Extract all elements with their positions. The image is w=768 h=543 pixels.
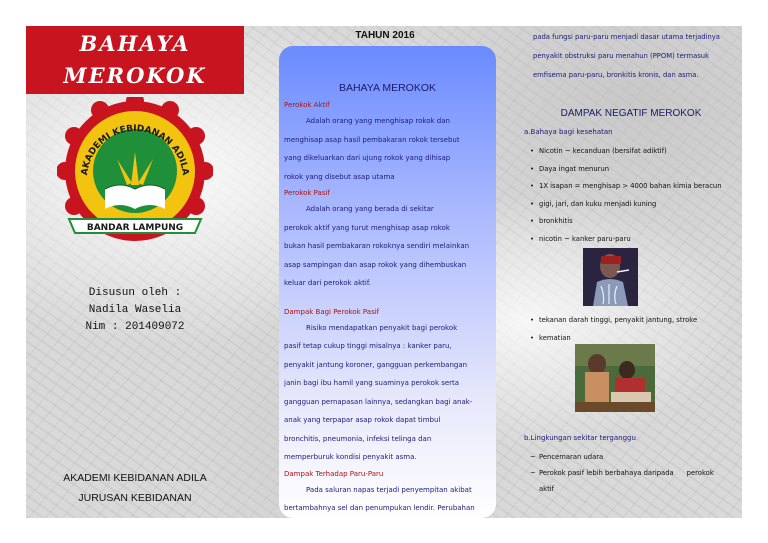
logo-banner-text: BANDAR LAMPUNG: [86, 223, 184, 233]
institution-name: AKADEMI KEBIDANAN ADILA: [63, 472, 207, 484]
paragraph-line: yang dikeluarkan dari ujung rokok yang dihisap: [284, 154, 451, 162]
environment-list: [530, 449, 744, 497]
paragraph-line: rokok yang disebut asap utama: [284, 172, 395, 181]
author-block: [40, 285, 230, 336]
paragraph-line: emfisema paru-paru, bronkitis kronis, dan asma.: [533, 71, 699, 79]
active-smoker-heading: Perokok Aktif: [284, 101, 330, 109]
list-item: aktif: [539, 485, 555, 493]
smoker-xray-image: [583, 248, 638, 306]
patient-care-image: [575, 344, 655, 412]
paragraph-line: janin bagi ibu hamil yang suaminya perokok serta: [284, 379, 460, 387]
list-item: ~ Pencemaran udara: [530, 449, 744, 465]
paragraph-line: pada fungsi paru-paru menjadi dasar utama terjadinya: [533, 33, 720, 41]
health-list-continued: [530, 312, 740, 347]
author-nim: Nim : 201409072: [85, 321, 185, 333]
list-item: • bronkhitis: [530, 213, 740, 231]
middle-content: [284, 98, 490, 518]
author-label: Disusun oleh :: [88, 287, 182, 299]
negative-impact-heading: DAMPAK NEGATIF MEROKOK: [560, 108, 702, 119]
list-item: • Nicotin ~ kecanduan (bersifat adiktif): [530, 143, 740, 161]
paragraph-line: bertambahnya sel dan penumpukan lendir. Perubahan: [284, 504, 475, 512]
paragraph-line: penyakit jantung koroner, gangguan perkembangan: [284, 360, 468, 369]
title-line-2: MEROKOK: [63, 63, 207, 88]
bullet-icon: •: [530, 199, 535, 208]
paragraph-line: memperburuk kondisi penyakit asma.: [284, 453, 417, 461]
list-item: • kematian: [530, 330, 740, 348]
paragraph-line: penyakit obstruksi paru menahun (PPOM) termasuk: [533, 52, 710, 60]
paragraph-line: bronchitis, pneumonia, infeksi telinga dan: [284, 434, 432, 443]
bullet-icon: •: [530, 182, 535, 190]
brochure-title: [26, 26, 244, 94]
tilde-bullet-icon: ~: [530, 469, 536, 477]
paragraph-line: Risiko mendapatkan penyakit bagi perokok: [306, 323, 458, 332]
bullet-icon: •: [530, 333, 535, 342]
paragraph-line: Pada saluran napas terjadi penyempitan akibat: [306, 485, 472, 494]
middle-title: BAHAYA MEROKOK: [338, 82, 437, 94]
health-list: [530, 143, 740, 248]
bullet-icon: •: [530, 234, 535, 243]
paragraph-line: bukan hasil pembakaran rokoknya sendiri melainkan: [284, 242, 470, 250]
paragraph-line: gangguan pernapasan lainnya, sedangkan bagi anak-: [284, 397, 473, 406]
paragraph-line: pasif tetap cukup tinggi misalnya : kanker paru,: [284, 342, 452, 350]
tilde-bullet-icon: ~: [530, 453, 536, 461]
year-label: TAHUN 2016: [355, 30, 415, 41]
passive-impact-heading: Dampak Bagi Perokok Pasif: [284, 307, 380, 316]
logo-banner: [69, 219, 201, 233]
list-item: • nicotin ~ kanker paru-paru: [530, 231, 740, 249]
paragraph-line: keluar dari perokok aktif.: [284, 279, 372, 287]
paragraph-line: asap sampingan dan asap rokok yang dihembuskan: [284, 260, 467, 269]
health-section-heading: a.Bahaya bagi kesehatan: [524, 128, 613, 136]
logo-arc-text: AKADEMI KEBIDANAN ADILA: [80, 123, 190, 176]
author-name: Nadila Waselia: [88, 304, 182, 316]
list-item: • 1X isapan = menghisap > 4000 bahan kimia beracun: [530, 178, 740, 196]
list-item: • Daya ingat menurun: [530, 161, 740, 179]
department-name: JURUSAN KEBIDANAN: [78, 492, 192, 504]
paragraph-line: menghisap asap hasil pembakaran rokok tersebut: [284, 135, 460, 144]
right-continuation: [533, 28, 743, 85]
list-item: ~ Perokok pasif lebih berbahaya daripada perokok: [530, 465, 744, 481]
book-icon: [105, 185, 165, 209]
title-line-1: BAHAYA: [79, 31, 191, 56]
list-item: • tekanan darah tinggi, penyakit jantung, stroke: [530, 312, 740, 330]
institution-block: [40, 468, 230, 508]
paragraph-line: perokok aktif yang turut menghisap asap rokok: [284, 223, 450, 232]
environment-section-heading: b.Lingkungan sekitar terganggu: [524, 434, 636, 442]
bullet-icon: •: [530, 316, 535, 324]
passive-smoker-heading: Perokok Pasif: [284, 189, 330, 197]
paragraph-line: Adalah orang yang berada di sekitar: [306, 205, 434, 213]
list-item: • gigi, jari, dan kuku menjadi kuning: [530, 196, 740, 214]
bullet-icon: •: [530, 164, 535, 173]
academy-logo: [57, 97, 213, 253]
bullet-icon: •: [530, 217, 535, 225]
paragraph-line: anak yang terpapar asap rokok dapat timbul: [284, 416, 441, 424]
bullet-icon: •: [530, 147, 535, 155]
lung-impact-heading: Dampak Terhadap Paru-Paru: [284, 469, 384, 478]
paragraph-line: Adalah orang yang menghisap rokok dan: [306, 117, 450, 125]
